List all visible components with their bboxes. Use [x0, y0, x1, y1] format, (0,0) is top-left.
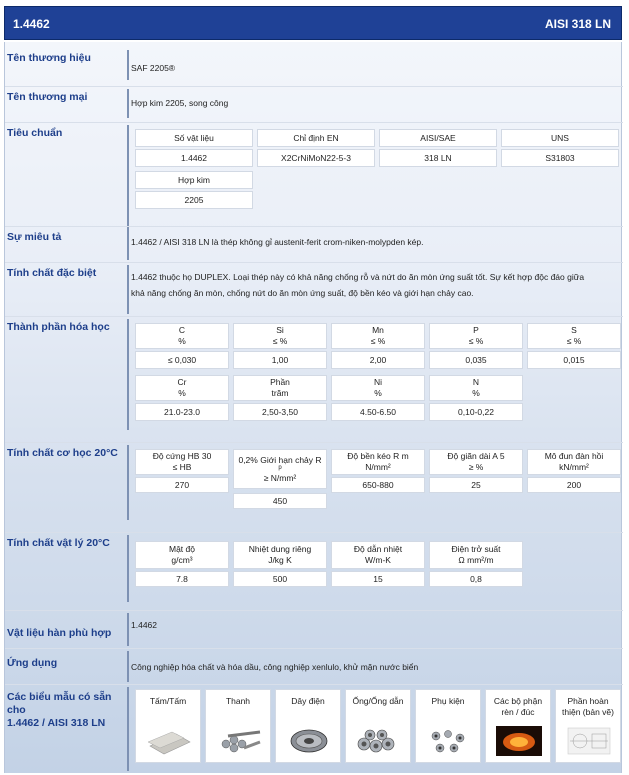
std-value-cell: 1.4462 — [135, 149, 253, 167]
chem-value-cell: 2,50-3,50 — [233, 403, 327, 421]
divider — [127, 229, 129, 260]
form-card-forged[interactable] — [485, 689, 551, 763]
header-bar — [4, 6, 622, 40]
forging-image — [496, 726, 540, 756]
form-card-bar[interactable] — [205, 689, 271, 763]
mech-header-cell: 0,2% Giới hạn chảy R p ≥ N/mm² — [233, 449, 327, 489]
phys-value-cell: 500 — [233, 571, 327, 587]
chem-header-cell: Si ≤ % — [233, 323, 327, 349]
std-value-cell: S31803 — [501, 149, 619, 167]
std-header-cell: Số vật liệu — [135, 129, 253, 147]
chem-value-cell: 21.0-23.0 — [135, 403, 229, 421]
standard-section — [5, 122, 623, 232]
std-value-cell: X2CrNiMoN22-5-3 — [257, 149, 375, 167]
divider — [127, 445, 129, 520]
chem-value-cell: 4.50-6.50 — [331, 403, 425, 421]
trade-label: Tên thương mại — [7, 91, 88, 103]
brand-value: SAF 2205® — [131, 63, 176, 73]
mech-value-cell: 270 — [135, 477, 229, 493]
std-header-cell: Chỉ định EN — [257, 129, 375, 147]
form-card-sheet[interactable] — [135, 689, 201, 763]
phys-value-cell: 0,8 — [429, 571, 523, 587]
phys-header-cell: Mật độ g/cm³ — [135, 541, 229, 569]
application-value: Công nghiệp hóa chất và hóa dầu, công nghiệp xenlulo, khử mặn nước biển — [131, 662, 419, 672]
divider — [127, 651, 129, 682]
sheet-image — [146, 726, 190, 756]
divider — [127, 89, 129, 118]
drawing-image — [566, 726, 610, 756]
mech-value-cell: 450 — [233, 493, 327, 509]
mech-value-cell: 650-880 — [331, 477, 425, 493]
special-label: Tính chất đặc biệt — [7, 267, 97, 279]
trade-value: Hợp kim 2205, song công — [131, 98, 229, 108]
form-title: rèn / đúc — [501, 706, 535, 717]
tube-image — [356, 726, 400, 756]
brand-section — [5, 48, 623, 82]
phys-value-cell: 15 — [331, 571, 425, 587]
std-header-cell: AISI/SAE — [379, 129, 497, 147]
form-title: Phụ kiện — [431, 696, 465, 706]
mech-header-cell: Độ bền kéo R m N/mm² — [331, 449, 425, 475]
chem-header-cell: S ≤ % — [527, 323, 621, 349]
forms-section — [5, 684, 623, 773]
phys-header-cell: Điện trở suất Ω mm²/m — [429, 541, 523, 569]
chem-value-cell: 0,035 — [429, 351, 523, 369]
special-value — [131, 269, 617, 301]
application-section — [5, 648, 623, 684]
divider — [127, 265, 129, 314]
chem-header-cell: C % — [135, 323, 229, 349]
chem-value-cell: ≤ 0,030 — [135, 351, 229, 369]
chem-header-cell: Cr % — [135, 375, 229, 401]
chem-value-cell: 1,00 — [233, 351, 327, 369]
phys-header-cell: Độ dẫn nhiệt W/m-K — [331, 541, 425, 569]
welding-label: Vật liệu hàn phù hợp — [7, 627, 112, 639]
datasheet-panel — [4, 42, 622, 773]
trade-section — [5, 86, 623, 120]
form-title: Thanh — [225, 696, 251, 706]
form-title: Tấm/Tấm — [149, 696, 187, 706]
standard-label: Tiêu chuẩn — [7, 127, 63, 139]
chem-value-cell: 0,015 — [527, 351, 621, 369]
mech-value-cell: 200 — [527, 477, 621, 493]
std-value-cell: 318 LN — [379, 149, 497, 167]
divider — [127, 613, 129, 646]
chem-header-cell: P ≤ % — [429, 323, 523, 349]
grade-title: 1.4462 — [13, 17, 50, 31]
chemistry-section — [5, 316, 623, 432]
mechanical-label: Tính chất cơ học 20°C — [7, 447, 118, 459]
physical-section — [5, 532, 623, 604]
form-card-fittings[interactable] — [415, 689, 481, 763]
chem-header-cell: N % — [429, 375, 523, 401]
forms-label — [7, 691, 125, 730]
mech-value-cell: 25 — [429, 477, 523, 493]
form-card-tube[interactable] — [345, 689, 411, 763]
divider — [127, 319, 129, 430]
form-card-finished[interactable] — [555, 689, 621, 763]
chem-header-cell: Ni % — [331, 375, 425, 401]
special-line: khả năng chống ăn mòn, chống nứt do ăn mòn ứng suất, độ bền kéo và giới hạn chảy cao. — [131, 288, 474, 299]
forms-label-line: 1.4462 / AISI 318 LN — [7, 717, 106, 730]
wire-image — [286, 726, 330, 756]
welding-value: 1.4462 — [131, 620, 157, 630]
mech-header-cell: Độ cứng HB 30 ≤ HB — [135, 449, 229, 475]
form-title: Phần hoàn — [567, 696, 609, 706]
description-label: Sự miêu tả — [7, 231, 62, 243]
divider — [127, 535, 129, 602]
special-line: 1.4462 thuộc họ DUPLEX. Loại thép này có khả năng chống rỗ và nứt do ăn mòn ứng suất tốt. Sự kết hợp độc đáo giữa — [131, 272, 585, 282]
divider — [127, 125, 129, 230]
std-value-cell: 2205 — [135, 191, 253, 209]
std-header-cell: UNS — [501, 129, 619, 147]
description-value: 1.4462 / AISI 318 LN là thép không gỉ austenit-ferit crom-niken-molypden kép. — [131, 237, 424, 247]
chem-header-cell: Phần trăm — [233, 375, 327, 401]
bar-image — [216, 726, 260, 756]
form-title: Các bộ phận — [493, 696, 543, 706]
application-label: Ứng dụng — [7, 657, 58, 669]
chem-value-cell: 0,10-0,22 — [429, 403, 523, 421]
fittings-image — [426, 726, 470, 756]
form-card-wire[interactable] — [275, 689, 341, 763]
form-title: thiện (bản vẽ) — [562, 706, 614, 717]
std-header-cell: Hợp kim — [135, 171, 253, 189]
brand-label: Tên thương hiệu — [7, 52, 91, 64]
physical-label: Tính chất vật lý 20°C — [7, 537, 110, 549]
form-title: Ống/Ống dẫn — [352, 696, 404, 706]
form-title: Dây điện — [291, 696, 325, 706]
mech-header-cell: Độ giãn dài A 5 ≥ % — [429, 449, 523, 475]
chem-value-cell: 2,00 — [331, 351, 425, 369]
mechanical-section — [5, 442, 623, 522]
special-section — [5, 262, 623, 316]
chem-header-cell: Mn ≤ % — [331, 323, 425, 349]
chemistry-label: Thành phần hóa học — [7, 321, 110, 333]
welding-section — [5, 610, 623, 648]
divider — [127, 50, 129, 80]
mech-header-cell: Mô đun đàn hồi kN/mm² — [527, 449, 621, 475]
description-section — [5, 226, 623, 262]
phys-header-cell: Nhiệt dung riêng J/kg K — [233, 541, 327, 569]
divider — [127, 687, 129, 771]
forms-label-line: Các biểu mẫu có sẵn cho — [7, 691, 112, 717]
aisi-title: AISI 318 LN — [544, 17, 611, 31]
phys-value-cell: 7.8 — [135, 571, 229, 587]
